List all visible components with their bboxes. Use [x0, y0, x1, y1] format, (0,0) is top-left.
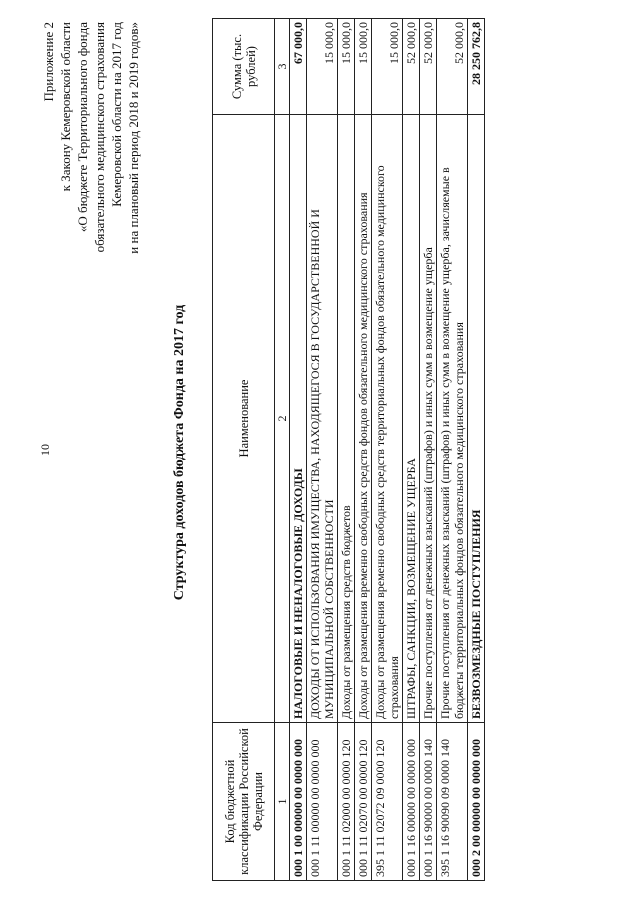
table-row [437, 19, 468, 881]
appendix-line: «О бюджете Территориального фонда [75, 22, 90, 233]
index-cell: 3 [275, 19, 290, 115]
table-header-row [213, 19, 275, 881]
income-structure-table [212, 18, 485, 881]
row-name: БЕЗВОЗМЕЗДНЫЕ ПОСТУПЛЕНИЯ [468, 115, 485, 723]
table-row [355, 19, 372, 881]
table-row [420, 19, 437, 881]
row-sum: 67 000,0 [290, 19, 307, 115]
appendix-line: и на плановый период 2018 и 2019 годов» [126, 22, 141, 254]
row-name: Прочие поступления от денежных взысканий (штрафов) и иных сумм в возмещение ущерба, зачисляемые в бюджеты территориальных фондов обязательного медицинского страхования [437, 115, 468, 723]
row-sum: 52 000,0 [437, 19, 468, 115]
row-code: 000 2 00 00000 00 0000 000 [468, 723, 485, 881]
index-cell: 2 [275, 115, 290, 723]
row-name: Прочие поступления от денежных взысканий (штрафов) и иных сумм в возмещение ущерба [420, 115, 437, 723]
index-row [275, 19, 290, 881]
row-code: 000 1 00 00000 00 0000 000 [290, 723, 307, 881]
row-name: НАЛОГОВЫЕ И НЕНАЛОГОВЫЕ ДОХОДЫ [290, 115, 307, 723]
row-code: 000 1 11 00000 00 0000 000 [307, 723, 338, 881]
row-sum: 15 000,0 [338, 19, 355, 115]
row-name: Доходы от размещения временно свободных средств территориальных фондов обязательного медицинского страхования [372, 115, 403, 723]
row-code: 395 1 16 90090 09 0000 140 [437, 723, 468, 881]
appendix-line: обязательного медицинского страхования [92, 22, 107, 253]
header-code: Код бюджетной классификации Российской Федерации [213, 723, 275, 881]
row-name: Доходы от размещения средств бюджетов [338, 115, 355, 723]
table-row [290, 19, 307, 881]
page-number: 10 [38, 444, 52, 456]
row-sum: 15 000,0 [307, 19, 338, 115]
row-sum: 28 250 762,8 [468, 19, 485, 115]
row-code: 000 1 16 00000 00 0000 000 [403, 723, 420, 881]
table-row [372, 19, 403, 881]
appendix-note [40, 22, 142, 482]
row-sum: 52 000,0 [420, 19, 437, 115]
table-row [338, 19, 355, 881]
appendix-line: к Закону Кемеровской области [58, 22, 73, 192]
row-code: 395 1 11 02072 09 0000 120 [372, 723, 403, 881]
row-sum: 15 000,0 [355, 19, 372, 115]
header-name: Наименование [213, 115, 275, 723]
row-sum: 52 000,0 [403, 19, 420, 115]
row-code: 000 1 11 02070 00 0000 120 [355, 723, 372, 881]
table-row [307, 19, 338, 881]
appendix-line: Кемеровской области на 2017 год [109, 22, 124, 207]
header-sum: Сумма (тыс. рублей) [213, 19, 275, 115]
document-title: Структура доходов бюджета Фонда на 2017 год [172, 304, 187, 601]
row-sum: 15 000,0 [372, 19, 403, 115]
row-code: 000 1 16 90000 00 0000 140 [420, 723, 437, 881]
index-cell: 1 [275, 723, 290, 881]
row-name: ДОХОДЫ ОТ ИСПОЛЬЗОВАНИЯ ИМУЩЕСТВА, НАХОДЯЩЕГОСЯ В ГОСУДАРСТВЕННОЙ И МУНИЦИПАЛЬНОЙ СОБСТВЕННОСТИ [307, 115, 338, 723]
table-row [403, 19, 420, 881]
row-name: Доходы от размещения временно свободных средств фондов обязательного медицинского страхования [355, 115, 372, 723]
appendix-line: Приложение 2 [41, 22, 56, 102]
table-row [468, 19, 485, 881]
row-code: 000 1 11 02000 00 0000 120 [338, 723, 355, 881]
row-name: ШТРАФЫ, САНКЦИИ, ВОЗМЕЩЕНИЕ УЩЕРБА [403, 115, 420, 723]
